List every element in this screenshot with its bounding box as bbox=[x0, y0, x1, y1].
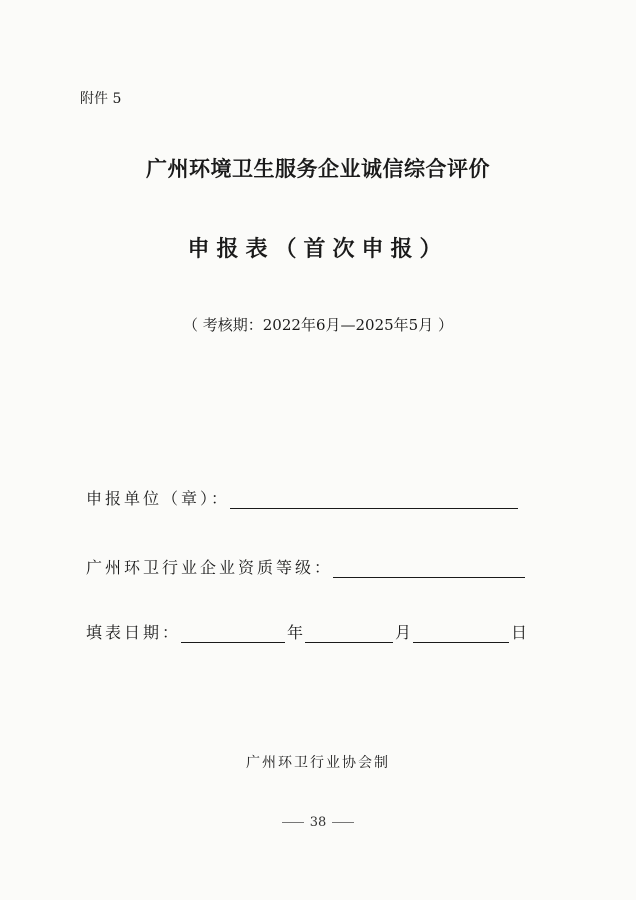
page-number bbox=[0, 815, 636, 830]
year-blank[interactable] bbox=[181, 624, 285, 643]
month-label: 月 bbox=[395, 623, 412, 642]
attachment-label: 附件 5 bbox=[80, 91, 122, 107]
reporting-unit-blank[interactable] bbox=[230, 490, 518, 509]
issuing-organization: 广州环卫行业协会制 bbox=[246, 755, 390, 771]
page-number-dash-left bbox=[282, 822, 304, 823]
document-title: 广州环境卫生服务企业诚信综合评价 bbox=[146, 156, 490, 181]
month-blank[interactable] bbox=[305, 624, 393, 643]
reporting-unit-label: 申报单位（章）： bbox=[86, 489, 231, 508]
assessment-period: （ 考核期：2022年6月—2025年5月 ） bbox=[183, 316, 453, 334]
fill-date-label: 填表日期： bbox=[86, 623, 182, 642]
qualification-grade-label: 广州环卫行业企业资质等级： bbox=[86, 558, 334, 577]
page-number-value: 38 bbox=[309, 815, 327, 830]
page-number-dash-right bbox=[332, 822, 354, 823]
document-subtitle: 申报表（首次申报） bbox=[187, 236, 449, 262]
qualification-grade-blank[interactable] bbox=[333, 559, 525, 578]
day-blank[interactable] bbox=[413, 624, 509, 643]
field-fill-date bbox=[86, 620, 529, 643]
field-qualification-grade bbox=[86, 555, 525, 578]
day-label: 日 bbox=[511, 623, 528, 642]
year-label: 年 bbox=[287, 623, 304, 642]
field-reporting-unit bbox=[86, 486, 518, 509]
